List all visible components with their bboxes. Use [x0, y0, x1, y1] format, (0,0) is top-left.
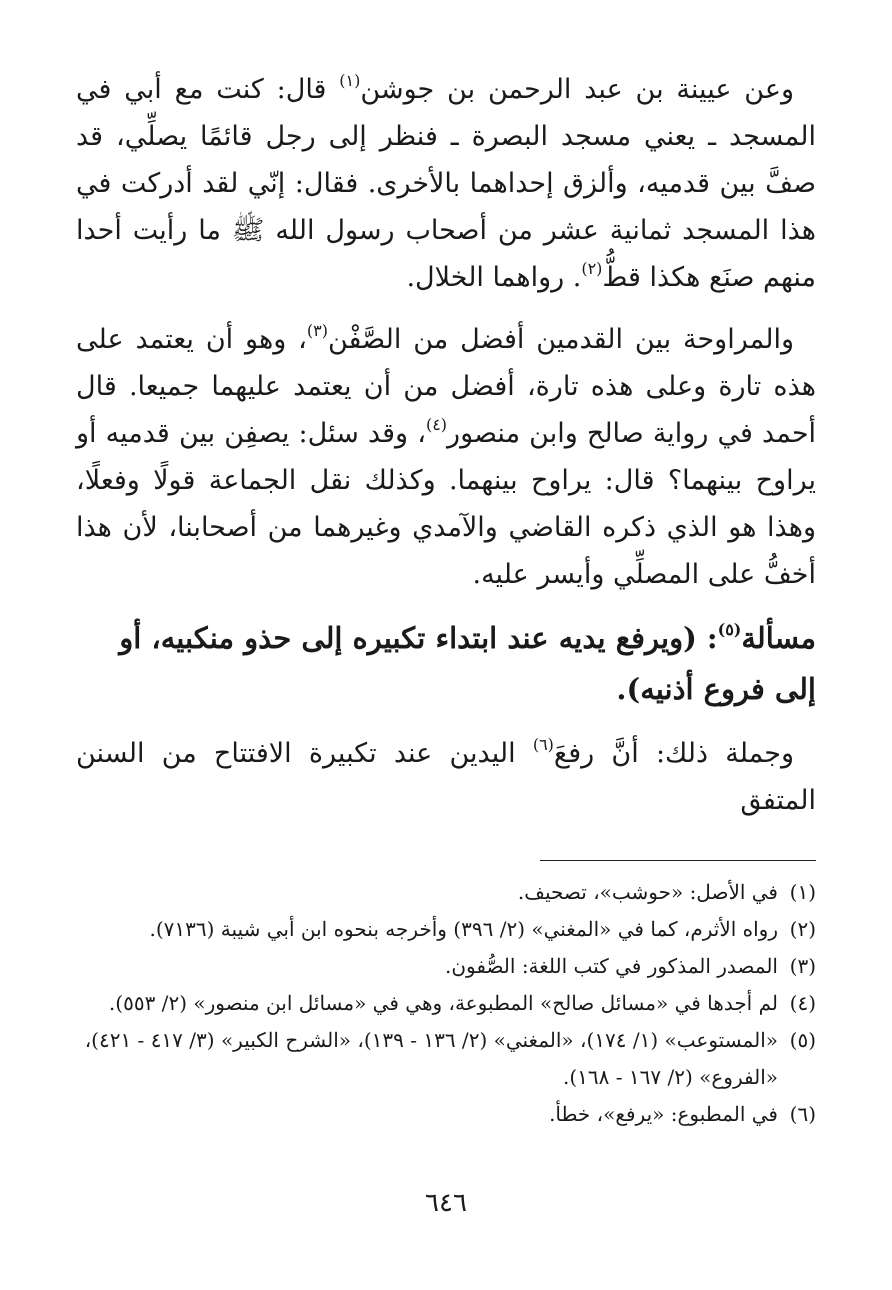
- footnote-text: لم أجدها في «مسائل صالح» المطبوعة، وهي في «مسائل ابن منصور» (٢/ ٥٥٣).: [108, 991, 778, 1015]
- footnote-item: [76, 985, 816, 1022]
- paragraph-gap: [76, 598, 816, 613]
- footnote-item: [76, 948, 816, 985]
- paragraph-2-text-c: ، وقد سئل: يصفِن بين قدميه أو يراوح بينهما؟ قال: يراوح بينهما. وكذلك نقل الجماعة قولًا وفعلًا، وهذا هو الذي ذكره القاضي والآمدي وغيرهما من أصحابنا، لأن هذا أخفُّ على المصلِّي وأيسر عليه.: [76, 418, 816, 590]
- footnote-ref-4[interactable]: (٤): [425, 415, 448, 434]
- footnote-ref-2[interactable]: (٢): [581, 259, 603, 278]
- footnote-text: في المطبوع: «يرفع»، خطأ.: [549, 1102, 778, 1126]
- footnote-number: (١): [789, 880, 816, 904]
- footnote-separator: [540, 860, 816, 861]
- paragraph-1: [76, 66, 816, 301]
- paragraph-3-text-b: اليدين عند تكبيرة الافتتاح من السنن المتفق: [76, 738, 816, 816]
- footnote-item: [76, 911, 816, 948]
- paragraph-3: [76, 730, 816, 824]
- footnote-ref-6[interactable]: (٦): [532, 735, 554, 754]
- paragraph-2-text-a: والمراوحة بين القدمين أفضل من الصَّفْن: [327, 324, 794, 355]
- footnote-ref-3[interactable]: (٣): [306, 321, 328, 340]
- footnote-number: (٦): [789, 1102, 816, 1126]
- paragraph-1-text-a: وعن عيينة بن عبد الرحمن بن جوشن: [360, 74, 794, 105]
- footnote-item: [76, 1022, 816, 1096]
- footnote-number: (٣): [789, 954, 816, 978]
- footnote-ref-1[interactable]: (١): [339, 71, 361, 90]
- footnote-item: [76, 1096, 816, 1133]
- footnote-number: (٢): [789, 917, 816, 941]
- paragraph-2-text-b: ، وهو أن يعتمد على هذه تارة وعلى هذه تارة، أفضل من أن يعتمد عليهما جميعا. قال أحمد في رواية صالح وابن منصور: [76, 324, 817, 449]
- footnotes-list: [76, 874, 816, 1133]
- masala-text: : (ويرفع يديه عند ابتداء تكبيره إلى حذو منكبيه، أو إلى فروع أذنيه).: [119, 621, 816, 706]
- footnote-number: (٥): [789, 1028, 816, 1052]
- page-body: [76, 66, 816, 824]
- page-number: ٦٤٦: [425, 1188, 467, 1218]
- paragraph-3-text-a: وجملة ذلك: أنَّ رفعَ: [553, 738, 795, 769]
- paragraph-1-text-c: . رواهما الخلال.: [406, 262, 582, 293]
- footnote-text: «المستوعب» (١/ ١٧٤)، «المغني» (٢/ ١٣٦ - ١٣٩)، «الشرح الكبير» (٣/ ٤١٧ - ٤٢١)، «الفروع» (٢/ ١٦٧ - ١٦٨).: [84, 1028, 778, 1089]
- paragraph-gap: [76, 301, 816, 316]
- masala-heading: [76, 613, 816, 715]
- paragraph-2: [76, 316, 816, 598]
- footnote-text: رواه الأثرم، كما في «المغني» (٢/ ٣٩٦) وأخرجه بنحوه ابن أبي شيبة (٧١٣٦).: [149, 917, 778, 941]
- footnote-ref-5[interactable]: (٥): [717, 620, 742, 639]
- footnote-text: في الأصل: «حوشب»، تصحيف.: [517, 880, 778, 904]
- masala-label: مسألة: [741, 621, 816, 655]
- footnote-item: [76, 874, 816, 911]
- footnote-text: المصدر المذكور في كتب اللغة: الصُّفون.: [444, 954, 778, 978]
- footnote-number: (٤): [789, 991, 816, 1015]
- paragraph-gap: [76, 715, 816, 730]
- paragraph-1-text-b: قال: كنت مع أبي في المسجد ـ يعني مسجد البصرة ـ فنظر إلى رجل قائمًا يصلِّي، قد صفَّ بين قدميه، وألزق إحداهما بالأخرى. فقال: إنّي لقد أدركت في هذا المسجد ثمانية عشر من أصحاب رسول الله ﷺ ما رأيت أحدا منهم صنَع هكذا قطُّ: [76, 74, 816, 293]
